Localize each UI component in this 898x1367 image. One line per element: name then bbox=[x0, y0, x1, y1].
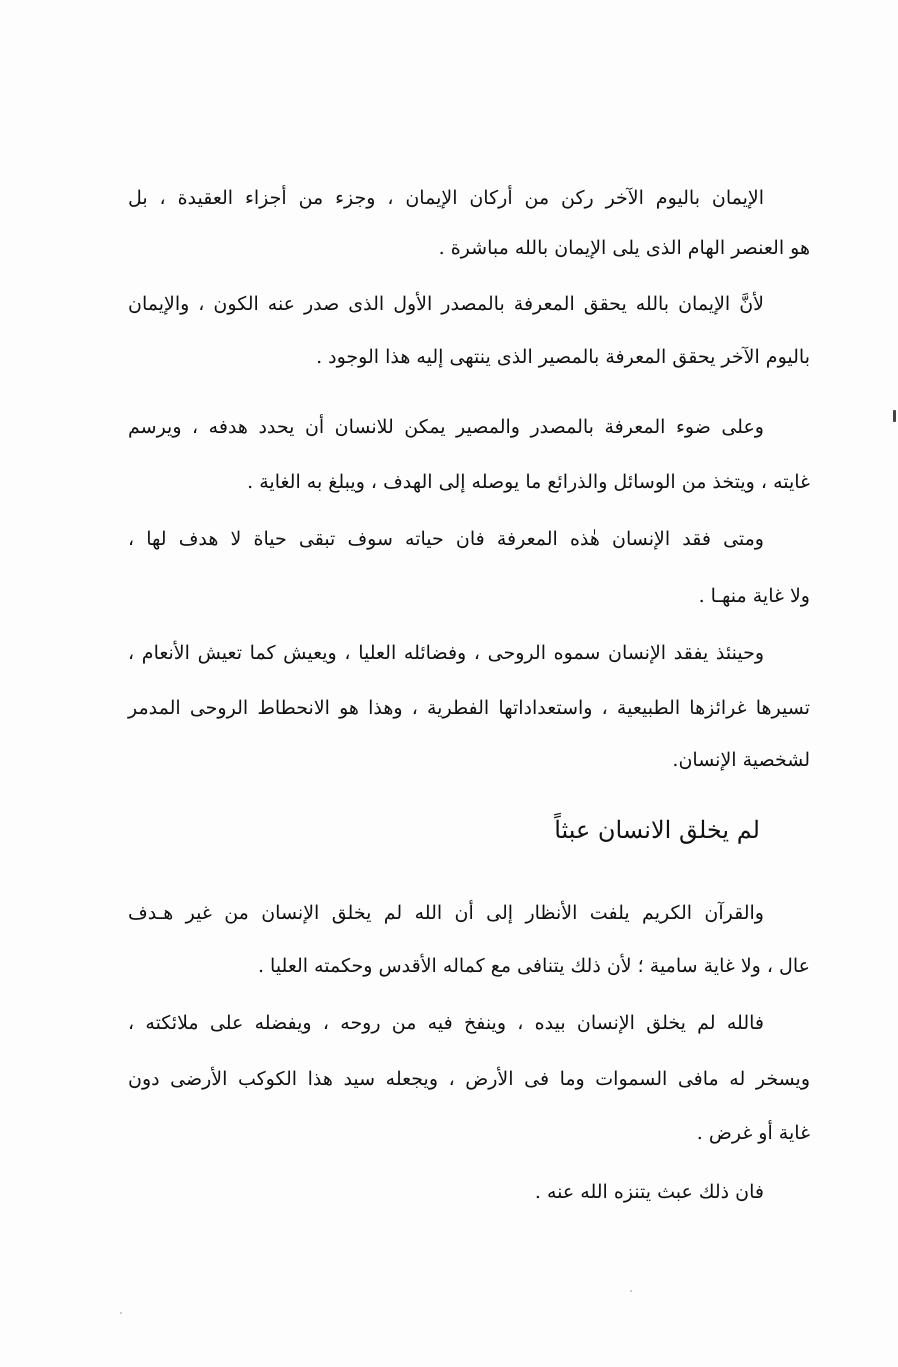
paragraph-7-line-2: ويسخر له مافى السموات وما فى الأرض ، ويجعله سيد هذا الكوكب الأرضى دون bbox=[128, 1068, 810, 1090]
paragraph-4-line-2: ولا غاية منهـا . bbox=[698, 585, 810, 607]
paragraph-6-line-1: والقرآن الكريم يلفت الأنظار إلى أن الله لم يخلق الإنسان من غير هـدف bbox=[128, 902, 764, 924]
paragraph-7-line-3: غاية أو غرض . bbox=[696, 1122, 810, 1144]
paragraph-3-line-1: وعلى ضوء المعرفة بالمصدر والمصير يمكن للانسان أن يحدد هدفه ، ويرسم bbox=[128, 416, 764, 438]
scan-speck bbox=[630, 1290, 632, 1292]
paragraph-2-line-1: لأنَّ الإيمان بالله يحقق المعرفة بالمصدر الأول الذى صدر عنه الكون ، والإيمان bbox=[128, 293, 764, 315]
paragraph-1-line-1: الإيمان باليوم الآخر ركن من أركان الإيمان ، وجزء من أجزاء العقيدة ، بل bbox=[128, 187, 764, 209]
paragraph-5-line-1: وحينئذ يفقد الإنسان سموه الروحى ، وفضائله العليا ، ويعيش كما تعيش الأنعام ، bbox=[128, 642, 764, 664]
section-heading: لم يخلق الانسان عبثاً bbox=[554, 816, 760, 844]
paragraph-8-line-1: فان ذلك عبث يتنزه الله عنه . bbox=[534, 1181, 764, 1203]
paragraph-4-line-1: ومتى فقد الإنسان هٰذه المعرفة فان حياته سوف تبقى حياة لا هدف لها ، bbox=[128, 528, 764, 550]
scan-speck bbox=[120, 1312, 122, 1314]
margin-mark bbox=[893, 410, 896, 422]
paragraph-5-line-2: تسيرها غرائزها الطبيعية ، واستعداداتها الفطرية ، وهذا هو الانحطاط الروحى المدمر bbox=[128, 697, 810, 719]
paragraph-1-line-2: هو العنصر الهام الذى يلى الإيمان بالله مباشرة . bbox=[438, 237, 810, 259]
paragraph-6-line-2: عال ، ولا غاية سامية ؛ لأن ذلك يتنافى مع كماله الأقدس وحكمته العليا . bbox=[257, 955, 810, 977]
paragraph-7-line-1: فالله لم يخلق الإنسان بيده ، وينفخ فيه من روحه ، ويفضله على ملائكته ، bbox=[128, 1012, 764, 1034]
paragraph-5-line-3: لشخصية الإنسان. bbox=[672, 749, 810, 771]
paragraph-3-line-2: غايته ، ويتخذ من الوسائل والذرائع ما يوصله إلى الهدف ، ويبلغ به الغاية . bbox=[247, 471, 810, 493]
paragraph-2-line-2: باليوم الآخر يحقق المعرفة بالمصير الذى ينتهى إليه هذا الوجود . bbox=[316, 346, 810, 368]
